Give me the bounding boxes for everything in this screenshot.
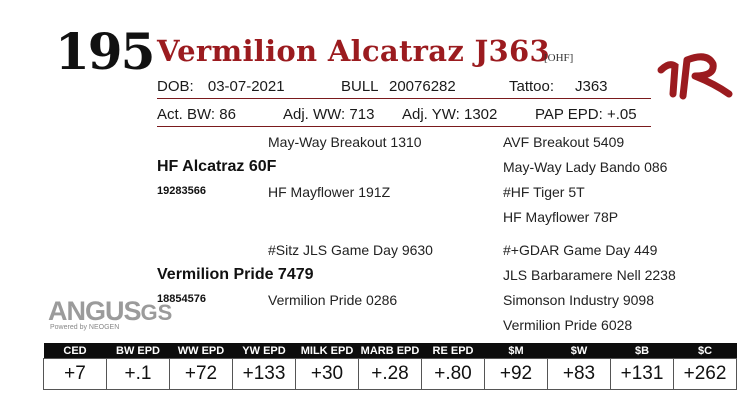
dam-reg: 18854576 — [157, 293, 206, 305]
dam-sire: #Sitz JLS Game Day 9630 — [268, 242, 433, 258]
divider — [157, 126, 651, 127]
weaning-weight: Adj. WW: 713 — [283, 106, 375, 123]
brand-mark-icon — [655, 48, 737, 104]
sire-dam: HF Mayflower 191Z — [268, 184, 391, 200]
animal-name: Vermilion Alcatraz J363 — [157, 34, 550, 68]
sire-sire-sire: AVF Breakout 5409 — [503, 134, 625, 150]
yearling-weight: Adj. YW: 1302 — [402, 106, 498, 123]
epd-header: $W — [548, 343, 611, 359]
epd-header: BW EPD — [107, 343, 170, 359]
dam-dam-sire: Simonson Industry 9098 — [503, 292, 654, 308]
sex-value: BULL — [341, 78, 379, 95]
sire-sire-dam: May-Way Lady Bando 086 — [503, 159, 668, 175]
pap-epd: PAP EPD: +.05 — [535, 106, 637, 123]
logo-angus-text: ANGUS — [48, 296, 141, 326]
epd-value: +133 — [233, 359, 296, 390]
sire-dam-sire: #HF Tiger 5T — [503, 184, 585, 200]
epd-header: $B — [611, 343, 674, 359]
epd-header: WW EPD — [170, 343, 233, 359]
epd-value: +92 — [485, 359, 548, 390]
epd-value: +30 — [296, 359, 359, 390]
performance-line — [157, 106, 647, 123]
epd-header: $C — [674, 343, 737, 359]
epd-value: +262 — [674, 359, 737, 390]
epd-value: +.80 — [422, 359, 485, 390]
epd-header: MARB EPD — [359, 343, 422, 359]
epd-value-row — [44, 359, 737, 390]
sire-reg: 19283566 — [157, 185, 206, 197]
logo-gs-text: GS — [140, 300, 173, 325]
birth-weight: Act. BW: 86 — [157, 106, 236, 123]
logo-powered-by: Powered by NEOGEN — [50, 324, 120, 331]
epd-value: +72 — [170, 359, 233, 390]
dam-sire-sire: #+GDAR Game Day 449 — [503, 242, 658, 258]
epd-value: +83 — [548, 359, 611, 390]
tattoo-value: J363 — [575, 78, 608, 95]
sire-sire: May-Way Breakout 1310 — [268, 134, 422, 150]
epd-header: CED — [44, 343, 107, 359]
lot-number: 195 — [55, 22, 154, 81]
dob-label: DOB: — [157, 78, 194, 95]
angus-gs-logo — [48, 296, 173, 331]
epd-header: YW EPD — [233, 343, 296, 359]
registry-tag: [OHF] — [544, 52, 574, 64]
epd-value: +7 — [44, 359, 107, 390]
divider — [157, 98, 651, 99]
epd-header-row — [44, 343, 737, 359]
dam-name: Vermilion Pride 7479 — [157, 266, 314, 283]
dam-sire-dam: JLS Barbaramere Nell 2238 — [503, 267, 676, 283]
epd-header: $M — [485, 343, 548, 359]
dam-dam: Vermilion Pride 0286 — [268, 292, 398, 308]
epd-header: RE EPD — [422, 343, 485, 359]
sire-name: HF Alcatraz 60F — [157, 158, 277, 175]
dam-dam-dam: Vermilion Pride 6028 — [503, 317, 633, 333]
epd-table — [43, 343, 737, 390]
sire-dam-dam: HF Mayflower 78P — [503, 209, 619, 225]
epd-value: +.1 — [107, 359, 170, 390]
tattoo-label: Tattoo: — [509, 78, 555, 95]
animal-info-line — [157, 78, 647, 95]
epd-value: +131 — [611, 359, 674, 390]
epd-header: MILK EPD — [296, 343, 359, 359]
epd-value: +.28 — [359, 359, 422, 390]
dob-value: 03-07-2021 — [207, 78, 285, 95]
reg-number: 20076282 — [389, 78, 456, 95]
